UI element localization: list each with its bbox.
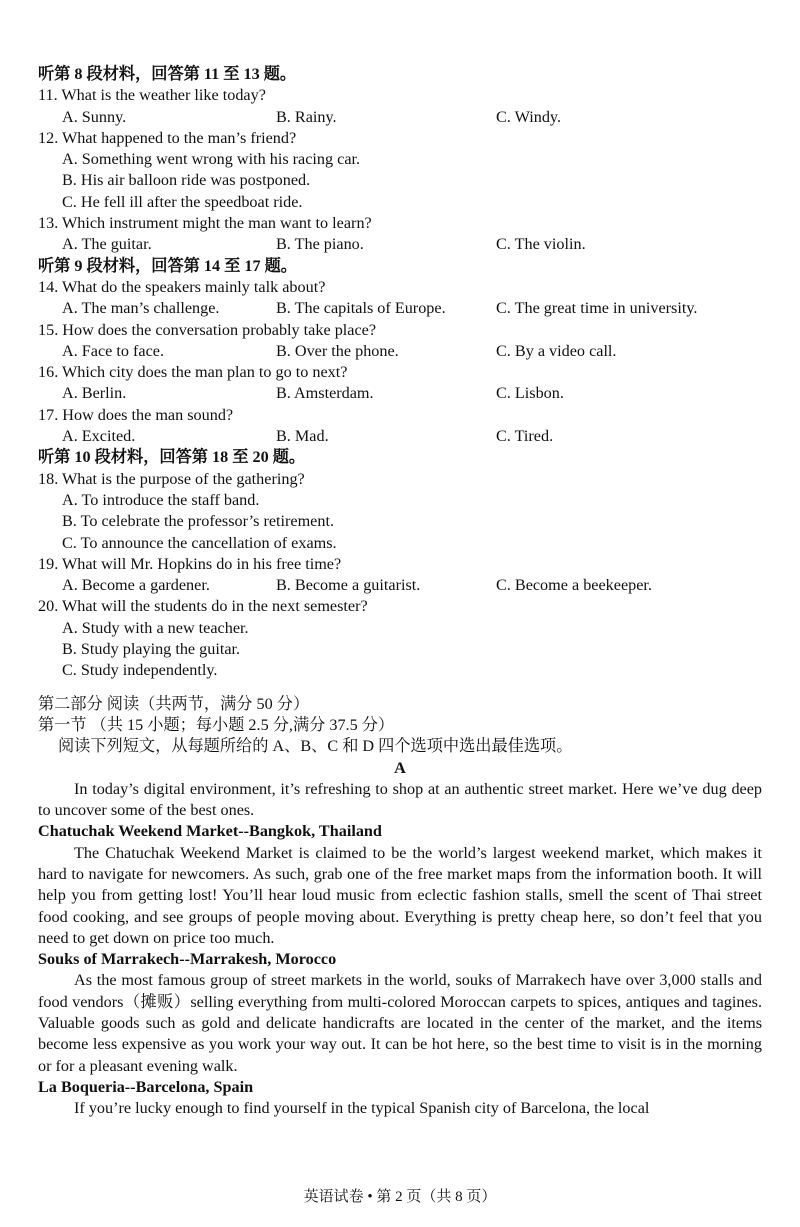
option-a: A. To introduce the staff band. [62,490,260,509]
reading-section-title: 第一节 （共 15 小题；每小题 2.5 分,满分 37.5 分） [38,715,395,734]
question-15-options [38,341,762,362]
option-b: B. Over the phone. [276,341,399,360]
option-c: C. By a video call. [496,341,617,360]
page-content [38,64,762,1120]
page-footer: 英语试卷 • 第 2 页（共 8 页） [303,1189,497,1205]
option-b: B. Mad. [276,427,329,446]
option-a: A. Sunny. [62,107,127,126]
option-c: C. Lisbon. [496,384,564,403]
market-paragraph: If you’re lucky enough to find yourself in the typical Spanish city of Barcelona, the local [74,1099,650,1118]
option-c: C. The great time in university. [496,299,698,318]
listening-group-9-header: 听第 9 段材料，回答第 14 至 17 题。 [38,256,297,275]
question-17: 17. How does the man sound? [38,405,234,424]
question-17-options [38,426,762,447]
question-13-options [38,234,762,255]
question-11-options [38,107,762,128]
question-13: 13. Which instrument might the man want to learn? [38,214,372,233]
option-c: C. Become a beekeeper. [496,576,652,595]
passage-letter: A [394,758,406,777]
listening-group-8-header: 听第 8 段材料，回答第 11 至 13 题。 [38,65,297,83]
market-paragraph: As the most famous group of street markets in the world, souks of Marrakech have over 3,000 stalls and food vendors（摊贩）selling everything from multi-colored Moroccan carpets to spices, antiques and tagines. Valuable goods such as gold and delicate handicrafts are located in the center of the market, and the items become less expensive as you work your way out. It can be hot here, so the best time to visit is in the morning or for a pleasant evening walk. [38,971,762,1075]
option-a: A. Excited. [62,427,136,446]
question-14: 14. What do the speakers mainly talk about? [38,277,326,296]
market-heading: Souks of Marrakech--Marrakesh, Morocco [38,950,337,969]
question-15: 15. How does the conversation probably take place? [38,320,377,339]
option-c: C. Study independently. [62,661,218,680]
option-b: B. The piano. [276,235,364,254]
option-b: B. Study playing the guitar. [62,640,241,659]
option-a: A. Study with a new teacher. [62,618,249,637]
passage-intro: In today’s digital environment, it’s refreshing to shop at an authentic street market. Here we’ve dug deep to uncover some of the best ones. [38,779,762,820]
question-16-options [38,383,762,404]
option-a: A. Become a gardener. [62,576,210,595]
option-b: B. To celebrate the professor’s retirement. [62,512,335,531]
option-c: C. He fell ill after the speedboat ride. [62,192,303,211]
option-a: A. Face to face. [62,341,165,360]
question-20: 20. What will the students do in the next semester? [38,597,368,616]
reading-part-title: 第二部分 阅读（共两节，满分 50 分） [38,694,310,713]
question-18: 18. What is the purpose of the gathering? [38,469,305,488]
option-a: A. The man’s challenge. [62,299,220,318]
option-a: A. Something went wrong with his racing car. [62,150,361,169]
option-b: B. Become a guitarist. [276,576,421,595]
question-12: 12. What happened to the man’s friend? [38,128,297,147]
listening-group-10-header: 听第 10 段材料，回答第 18 至 20 题。 [38,448,306,467]
option-c: C. Windy. [496,107,562,126]
option-a: A. Berlin. [62,384,127,403]
option-b: B. Amsterdam. [276,384,374,403]
question-14-options [38,298,762,319]
option-a: A. The guitar. [62,235,152,254]
market-paragraph: The Chatuchak Weekend Market is claimed to be the world’s largest weekend market, which makes it hard to navigate for newcomers. As such, grab one of the free market maps from the information booth. It will help you from getting lost! You’ll hear loud music from eclectic fashion stalls, smell the scent of Thai street food cooking, and see groups of people moving about. Everything is pretty cheap here, so don’t feel that you need to get down on price too much. [38,843,762,947]
question-19: 19. What will Mr. Hopkins do in his free time? [38,554,342,573]
question-16: 16. Which city does the man plan to go to next? [38,363,348,382]
market-heading: Chatuchak Weekend Market--Bangkok, Thailand [38,822,382,841]
option-b: B. The capitals of Europe. [276,299,446,318]
option-c: C. The violin. [496,235,586,254]
question-19-options [38,575,762,596]
option-c: C. To announce the cancellation of exams. [62,533,337,552]
option-b: B. His air balloon ride was postponed. [62,171,311,190]
option-b: B. Rainy. [276,107,337,126]
reading-instruction: 阅读下列短文，从每题所给的 A、B、C 和 D 四个选项中选出最佳选项。 [58,737,573,756]
question-11: 11. What is the weather like today? [38,86,266,105]
option-c: C. Tired. [496,427,554,446]
market-heading: La Boqueria--Barcelona, Spain [38,1077,254,1096]
